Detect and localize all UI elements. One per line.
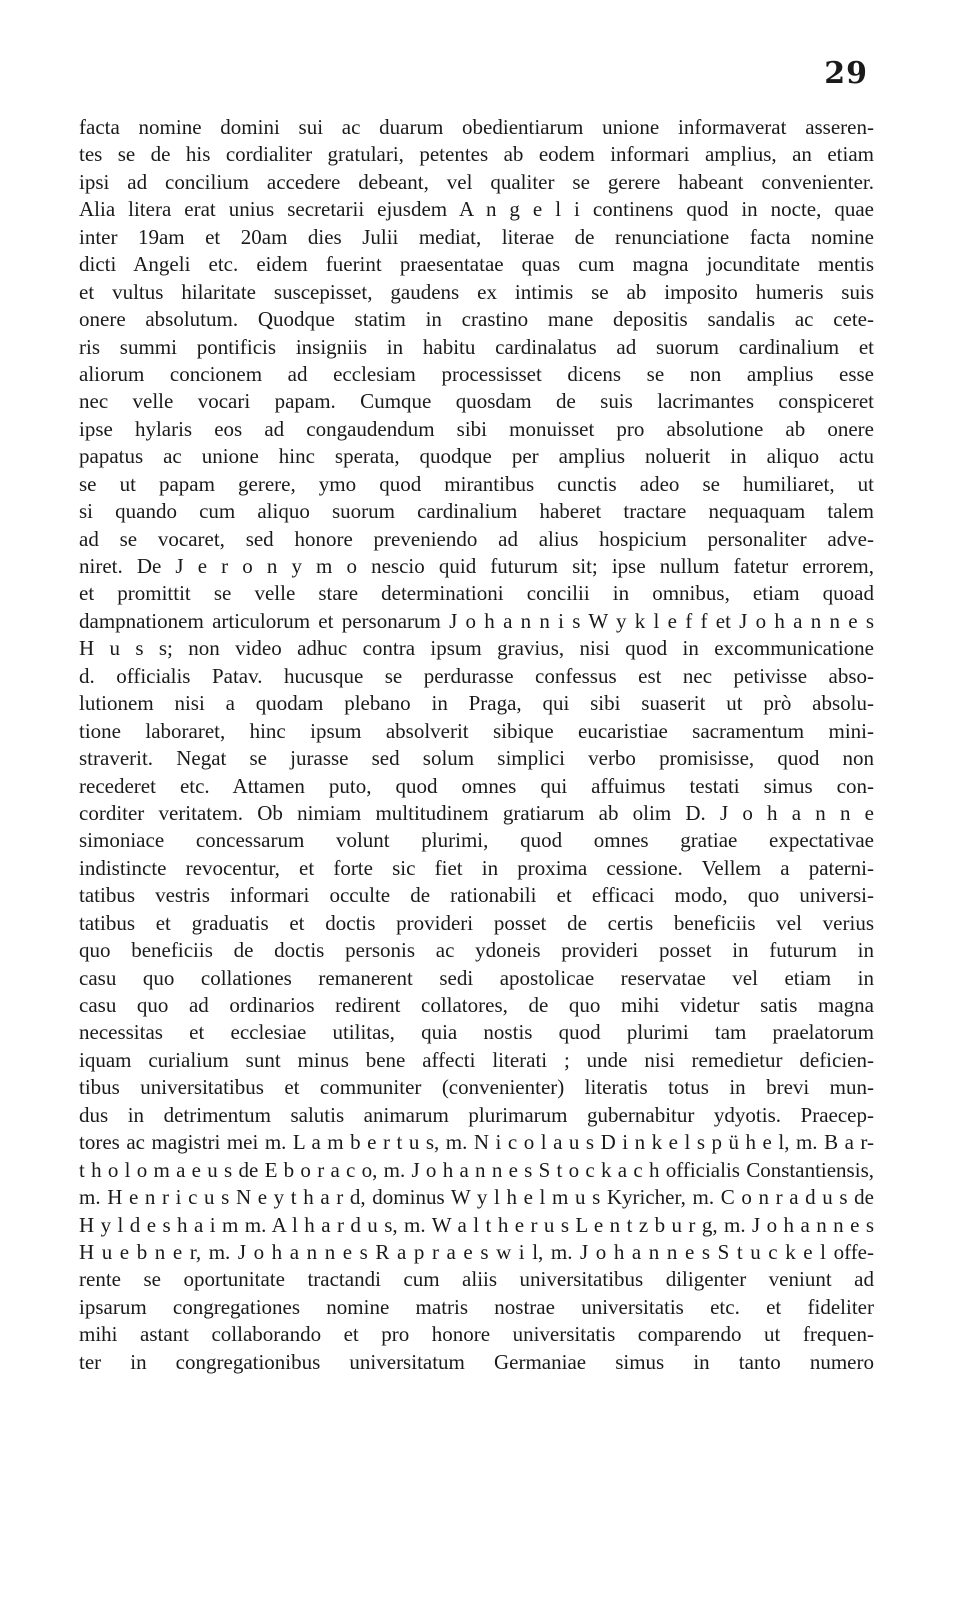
text-line: tatibus vestris informari occulte de rationabili et efficaci modo, quo universi- <box>79 883 874 908</box>
text-line: d. officialis Patav. hucusque se perdurasse confessus est nec petivisse abso- <box>79 663 874 688</box>
text-line: tione laboraret, hinc ipsum absolverit sibique eucaristiae sacramentum mini- <box>79 718 874 743</box>
body-text <box>79 114 874 1376</box>
text-line: casu quo collationes remanerent sedi apostolicae reservatae vel etiam in <box>79 965 874 990</box>
text-line: t h o l o m a e u s de E b o r a c o, m. J o h a n n e s S t o c k a c h officialis Constantiensis, <box>79 1157 874 1182</box>
text-line: et promittit se velle stare determinationi concilii in omnibus, etiam quoad <box>79 581 874 606</box>
text-line: ris summi pontificis insigniis in habitu cardinalatus ad suorum cardinalium et <box>79 334 874 359</box>
text-line: simoniace concessarum volunt plurimi, quod omnes gratiae expectativae <box>79 828 874 853</box>
text-line: se ut papam gerere, ymo quod mirantibus cunctis adeo se humiliaret, ut <box>79 471 874 496</box>
text-line: dampnationem articulorum et personarum J o h a n n i s W y k l e f f et J o h a n n e s <box>79 608 874 633</box>
text-line: straverit. Negat se jurasse sed solum simplici verbo promisisse, quod non <box>79 746 874 771</box>
text-line: indistincte revocentur, et forte sic fiet in proxima cessione. Vellem a paterni- <box>79 855 874 880</box>
text-line: dicti Angeli etc. eidem fuerint praesentatae quas cum magna jocunditate mentis <box>79 252 874 277</box>
text-line: ad se vocaret, sed honore preveniendo ad alius hospicium personaliter adve- <box>79 526 874 551</box>
text-line: ter in congregationibus universitatum Germaniae simus in tanto numero <box>79 1349 874 1374</box>
text-line: ipse hylaris eos ad congaudendum sibi monuisset pro absolutione ab onere <box>79 416 874 441</box>
text-line: si quando cum aliquo suorum cardinalium haberet tractare nequaquam talem <box>79 499 874 524</box>
text-line: niret. De J e r o n y m o nescio quid futurum sit; ipse nullum fatetur errorem, <box>79 554 874 578</box>
text-line: necessitas et ecclesiae utilitas, quia nostis quod plurimi tam praelatorum <box>79 1020 874 1045</box>
page-number: 29 <box>824 56 868 91</box>
text-line: tes se de his cordialiter gratulari, petentes ab eodem informari amplius, an etiam <box>79 142 874 167</box>
text-line: papatus ac unione hinc sperata, quodque per amplius noluerit in aliquo actu <box>79 444 874 469</box>
text-line: onere absolutum. Quodque statim in crastino mane depositis sandalis ac cete- <box>79 307 874 332</box>
text-line: H u e b n e r, m. J o h a n n e s R a p r a e s w i l, m. J o h a n n e s S t u c k e l offe- <box>79 1239 874 1264</box>
text-line: recederet etc. Attamen puto, quod omnes qui affuimus testati simus con- <box>79 773 874 798</box>
text-line: corditer veritatem. Ob nimiam multitudinem gratiarum ab olim D. J o h a n n e <box>79 800 874 825</box>
text-line: tores ac magistri mei m. L a m b e r t u s, m. N i c o l a u s D i n k e l s p ü h e l, m. B a r- <box>79 1130 874 1155</box>
text-line: m. H e n r i c u s N e y t h a r d, dominus W y l h e l m u s Kyricher, m. C o n r a d u s de <box>79 1185 874 1210</box>
text-line: inter 19am et 20am dies Julii mediat, literae de renunciatione facta nomine <box>79 224 874 249</box>
text-line: Alia litera erat unius secretarii ejusdem A n g e l i continens quod in nocte, quae <box>79 197 874 222</box>
text-line: casu quo ad ordinarios redirent collatores, de quo mihi videtur satis magna <box>79 993 874 1017</box>
text-line: aliorum concionem ad ecclesiam processisset dicens se non amplius esse <box>79 361 874 386</box>
text-line: ipsi ad concilium accedere debeant, vel qualiter se gerere habeant convenienter. <box>79 169 874 194</box>
text-line: mihi astant collaborando et pro honore universitatis comparendo ut frequen- <box>79 1322 874 1347</box>
text-line: quo beneficiis de doctis personis ac ydoneis provideri posset in futurum in <box>79 938 874 963</box>
text-line: et vultus hilaritate suscepisset, gaudens ex intimis se ab imposito humeris suis <box>79 279 874 304</box>
text-line: tatibus et graduatis et doctis provideri posset de certis beneficiis vel verius <box>79 910 874 935</box>
text-line: tibus universitatibus et communiter (convenienter) literatis totus in brevi mun- <box>79 1075 874 1100</box>
text-line: iquam curialium sunt minus bene affecti literati ; unde nisi remedietur deficien- <box>79 1047 874 1072</box>
text-line: H u s s; non video adhuc contra ipsum gravius, nisi quod in excommunicatione <box>79 636 874 661</box>
text-line: H y l d e s h a i m m. A l h a r d u s, m. W a l t h e r u s L e n t z b u r g, m. J o h a n n e s <box>79 1212 874 1237</box>
text-line: nec velle vocari papam. Cumque quosdam de suis lacrimantes conspiceret <box>79 389 874 414</box>
text-line: rente se oportunitate tractandi cum aliis universitatibus diligenter veniunt ad <box>79 1267 874 1292</box>
text-line: dus in detrimentum salutis animarum plurimarum gubernabitur ydyotis. Praecep- <box>79 1102 874 1127</box>
text-line: facta nomine domini sui ac duarum obedientiarum unione informaverat asseren- <box>79 115 874 139</box>
text-line: ipsarum congregationes nomine matris nostrae universitatis etc. et fideliter <box>79 1294 874 1319</box>
text-line: lutionem nisi a quodam plebano in Praga, qui sibi suaserit ut prò absolu- <box>79 691 874 716</box>
